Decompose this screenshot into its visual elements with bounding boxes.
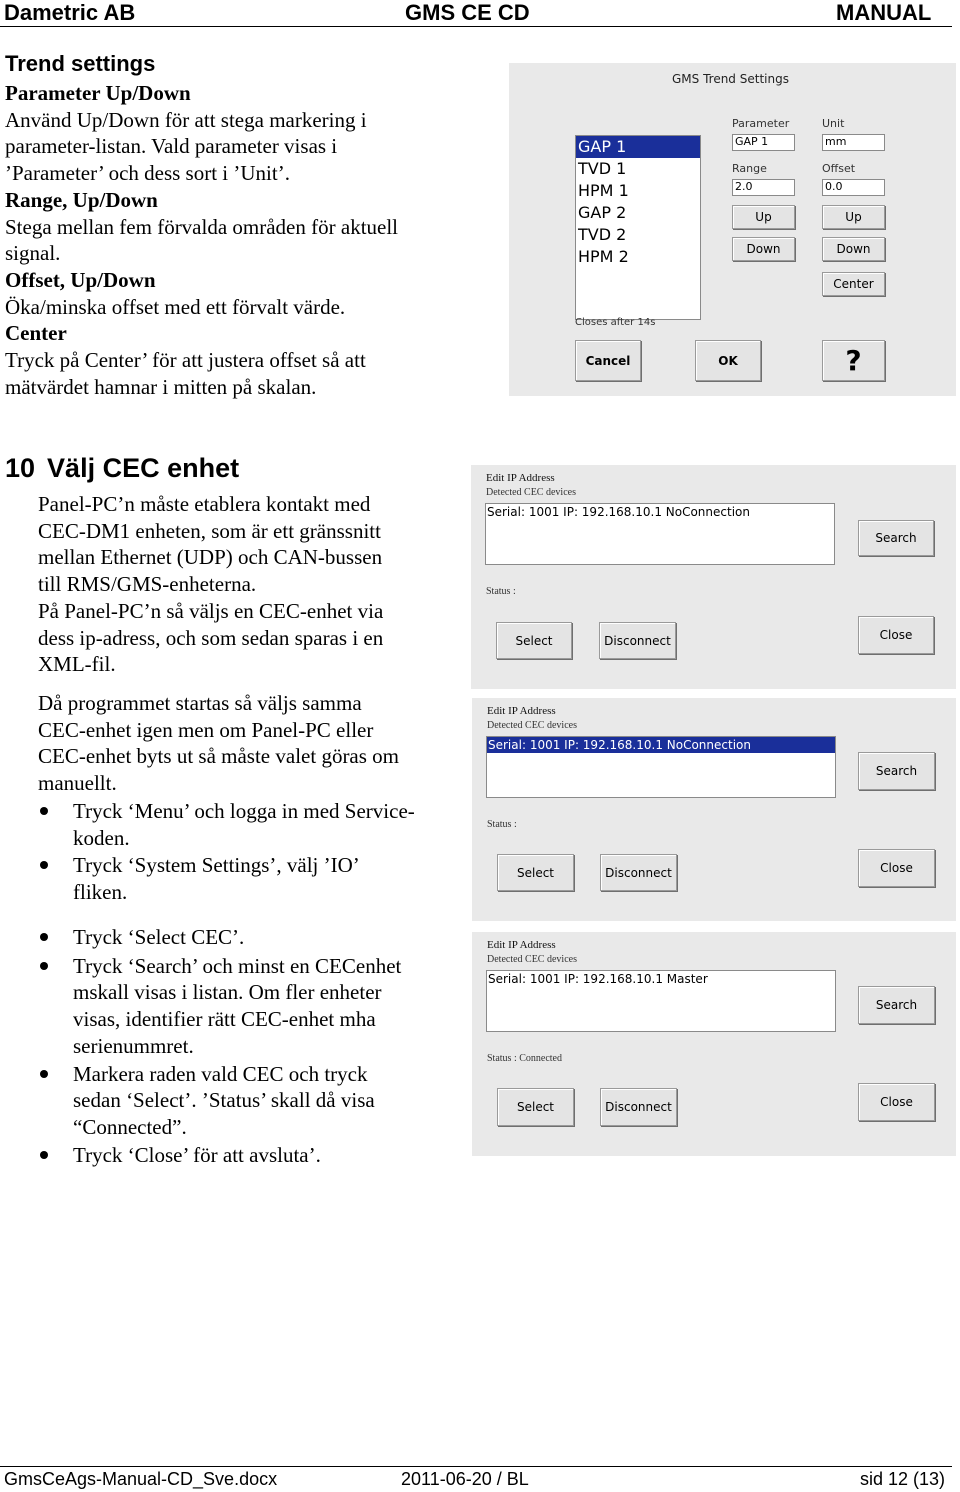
section-title bbox=[5, 453, 239, 484]
parameter-list[interactable] bbox=[575, 135, 701, 320]
dialog-title: GMS Trend Settings bbox=[672, 72, 789, 86]
section-body bbox=[38, 491, 468, 678]
parameter-field: GAP 1 bbox=[732, 134, 795, 151]
bullet-item bbox=[38, 953, 468, 1060]
bullet-item bbox=[38, 1061, 468, 1141]
list-item[interactable]: GAP 1 bbox=[576, 136, 700, 158]
range-down-button[interactable]: Down bbox=[732, 237, 795, 261]
ip-dialog-3 bbox=[472, 932, 956, 1156]
ip-dialog-title: Edit IP Address bbox=[487, 705, 556, 717]
bullet-line: Tryck ‘Search’ och minst en CECenhet bbox=[73, 953, 402, 978]
cec-device-row[interactable]: Serial: 1001 IP: 192.168.10.1 Master bbox=[488, 972, 708, 986]
bullet-line: Markera raden vald CEC och tryck bbox=[73, 1061, 368, 1086]
offset-field: 0.0 bbox=[822, 179, 885, 196]
list-item[interactable]: GAP 2 bbox=[578, 203, 627, 222]
detected-label: Detected CEC devices bbox=[487, 954, 577, 965]
center-line: mätvärdet hamnar i mitten på skalan. bbox=[5, 374, 317, 399]
ip-dialog-title: Edit IP Address bbox=[486, 472, 555, 484]
range-field: 2.0 bbox=[732, 179, 795, 196]
trend-settings-dialog bbox=[509, 63, 956, 396]
bullet-line: Tryck ‘Select CEC’. bbox=[73, 925, 245, 949]
cec-device-list[interactable] bbox=[485, 503, 835, 565]
bullet-line: Tryck ‘System Settings’, välj ’IO’ bbox=[73, 853, 360, 878]
bullet-line: sedan ‘Select’. ’Status’ skall då visa bbox=[73, 1088, 375, 1113]
ip-dialog-2 bbox=[472, 698, 956, 921]
bullet-line: Tryck ‘Close’ för att avsluta’. bbox=[73, 1142, 321, 1167]
bullet-line: Tryck ‘Menu’ och logga in med Service- bbox=[73, 799, 415, 823]
footer-filename: GmsCeAgs-Manual-CD_Sve.docx bbox=[4, 1469, 278, 1489]
range-up-button[interactable]: Up bbox=[732, 205, 795, 229]
bullet-line: serienummret. bbox=[73, 1033, 194, 1058]
bullet-line: mskall visas i listan. Om fler enheter bbox=[73, 980, 382, 1005]
select-button[interactable]: Select bbox=[497, 854, 574, 891]
range-label: Range bbox=[732, 162, 767, 175]
param-title: Parameter Up/Down bbox=[5, 81, 191, 105]
search-button[interactable]: Search bbox=[858, 986, 935, 1024]
param-line: Använd Up/Down för att stega markering i bbox=[5, 107, 367, 132]
footer-date: 2011-06-20 / BL bbox=[401, 1469, 529, 1489]
offset-down-button[interactable]: Down bbox=[822, 237, 885, 261]
range-line: Stega mellan fem förvalda områden för aktuell bbox=[5, 214, 399, 239]
para3-line: CEC-enhet byts ut så måste valet göras om bbox=[38, 744, 400, 769]
ip-dialog-1 bbox=[471, 465, 956, 689]
para3-line: manuellt. bbox=[38, 771, 117, 796]
unit-label: Unit bbox=[822, 117, 845, 130]
search-button[interactable]: Search bbox=[858, 752, 935, 790]
disconnect-button[interactable]: Disconnect bbox=[600, 1088, 677, 1126]
header-doc-type: MANUAL bbox=[836, 0, 932, 25]
center-line: Tryck på Center’ för att justera offset så att bbox=[5, 348, 366, 373]
list-item[interactable]: TVD 2 bbox=[578, 225, 627, 244]
range-line: signal. bbox=[5, 241, 61, 266]
para1-line: till RMS/GMS-enheterna. bbox=[38, 572, 257, 597]
trend-heading: Trend settings bbox=[5, 51, 156, 76]
offset-title: Offset, Up/Down bbox=[5, 267, 156, 292]
header-company: Dametric AB bbox=[4, 0, 136, 25]
center-title: Center bbox=[5, 321, 67, 346]
bullet-item bbox=[38, 924, 468, 951]
param-line: parameter-listan. Vald parameter visas i bbox=[5, 134, 338, 159]
detected-label: Detected CEC devices bbox=[486, 487, 576, 498]
offset-label: Offset bbox=[822, 162, 856, 175]
detected-label: Detected CEC devices bbox=[487, 720, 577, 731]
disconnect-button[interactable]: Disconnect bbox=[599, 622, 676, 659]
param-line: ’Parameter’ och dess sort i ’Unit’. bbox=[5, 161, 290, 186]
center-button[interactable]: Center bbox=[822, 272, 885, 296]
search-button[interactable]: Search bbox=[858, 520, 934, 556]
list-item[interactable]: HPM 2 bbox=[578, 247, 629, 266]
trend-settings-section bbox=[5, 50, 495, 400]
footer-page: sid 12 (13) bbox=[860, 1469, 946, 1489]
para3-line: CEC-enhet igen men om Panel-PC eller bbox=[38, 717, 374, 742]
close-button[interactable]: Close bbox=[858, 1083, 935, 1121]
list-item[interactable]: TVD 1 bbox=[578, 159, 627, 178]
para2-line: På Panel-PC’n så väljs en CEC-enhet via bbox=[38, 598, 384, 623]
para2-line: dess ip-adress, och som sedan sparas i en bbox=[38, 625, 384, 650]
ok-button[interactable]: OK bbox=[695, 340, 761, 381]
status-label: Status : bbox=[486, 586, 516, 597]
help-button[interactable]: ? bbox=[822, 340, 885, 381]
select-button[interactable]: Select bbox=[497, 1088, 574, 1126]
bullet-list-2 bbox=[38, 924, 468, 1168]
bullet-line: fliken. bbox=[73, 880, 128, 905]
status-label: Status : bbox=[487, 819, 517, 830]
cec-device-list[interactable] bbox=[486, 970, 836, 1032]
select-button[interactable]: Select bbox=[496, 622, 572, 659]
para2-line: XML-fil. bbox=[38, 652, 116, 677]
trend-body bbox=[5, 80, 495, 400]
bullet-item bbox=[38, 798, 468, 851]
bullet-list-1 bbox=[38, 798, 468, 906]
header-product: GMS CE CD bbox=[405, 0, 530, 25]
ip-dialog-title: Edit IP Address bbox=[487, 939, 556, 951]
page-header bbox=[0, 0, 952, 27]
section-heading: Välj CEC enhet bbox=[47, 453, 240, 483]
bullet-line: “Connected”. bbox=[73, 1114, 187, 1139]
section-body-2 bbox=[38, 690, 468, 797]
disconnect-button[interactable]: Disconnect bbox=[600, 854, 677, 891]
bullet-item bbox=[38, 852, 468, 905]
parameter-label: Parameter bbox=[732, 117, 790, 130]
cec-device-row[interactable]: Serial: 1001 IP: 192.168.10.1 NoConnection bbox=[487, 737, 835, 753]
offset-up-button[interactable]: Up bbox=[822, 205, 885, 229]
close-button[interactable]: Close bbox=[858, 849, 935, 887]
para3-line: Då programmet startas så väljs samma bbox=[38, 691, 362, 715]
list-item[interactable]: HPM 1 bbox=[578, 181, 629, 200]
offset-line: Öka/minska offset med ett förvalt värde. bbox=[5, 294, 346, 319]
bullet-line: koden. bbox=[73, 825, 130, 850]
page-footer bbox=[0, 1466, 952, 1491]
unit-field: mm bbox=[822, 134, 885, 151]
closes-countdown: Closes after 14s bbox=[575, 317, 656, 328]
section-number: 10 bbox=[5, 453, 36, 483]
para1-line: CEC-DM1 enheten, som är ett gränssnitt bbox=[38, 518, 381, 543]
cancel-button[interactable]: Cancel bbox=[575, 340, 641, 381]
bullet-line: visas, identifier rätt CEC-enhet mha bbox=[73, 1007, 376, 1032]
para1-line: mellan Ethernet (UDP) och CAN-bussen bbox=[38, 545, 383, 570]
cec-device-list[interactable] bbox=[486, 736, 836, 798]
cec-device-row[interactable]: Serial: 1001 IP: 192.168.10.1 NoConnection bbox=[487, 505, 750, 519]
status-label: Status : Connected bbox=[487, 1053, 562, 1064]
para1-line: Panel-PC’n måste etablera kontakt med bbox=[38, 492, 371, 516]
bullet-item bbox=[38, 1142, 468, 1169]
close-button[interactable]: Close bbox=[858, 616, 934, 654]
range-title: Range, Up/Down bbox=[5, 187, 158, 212]
